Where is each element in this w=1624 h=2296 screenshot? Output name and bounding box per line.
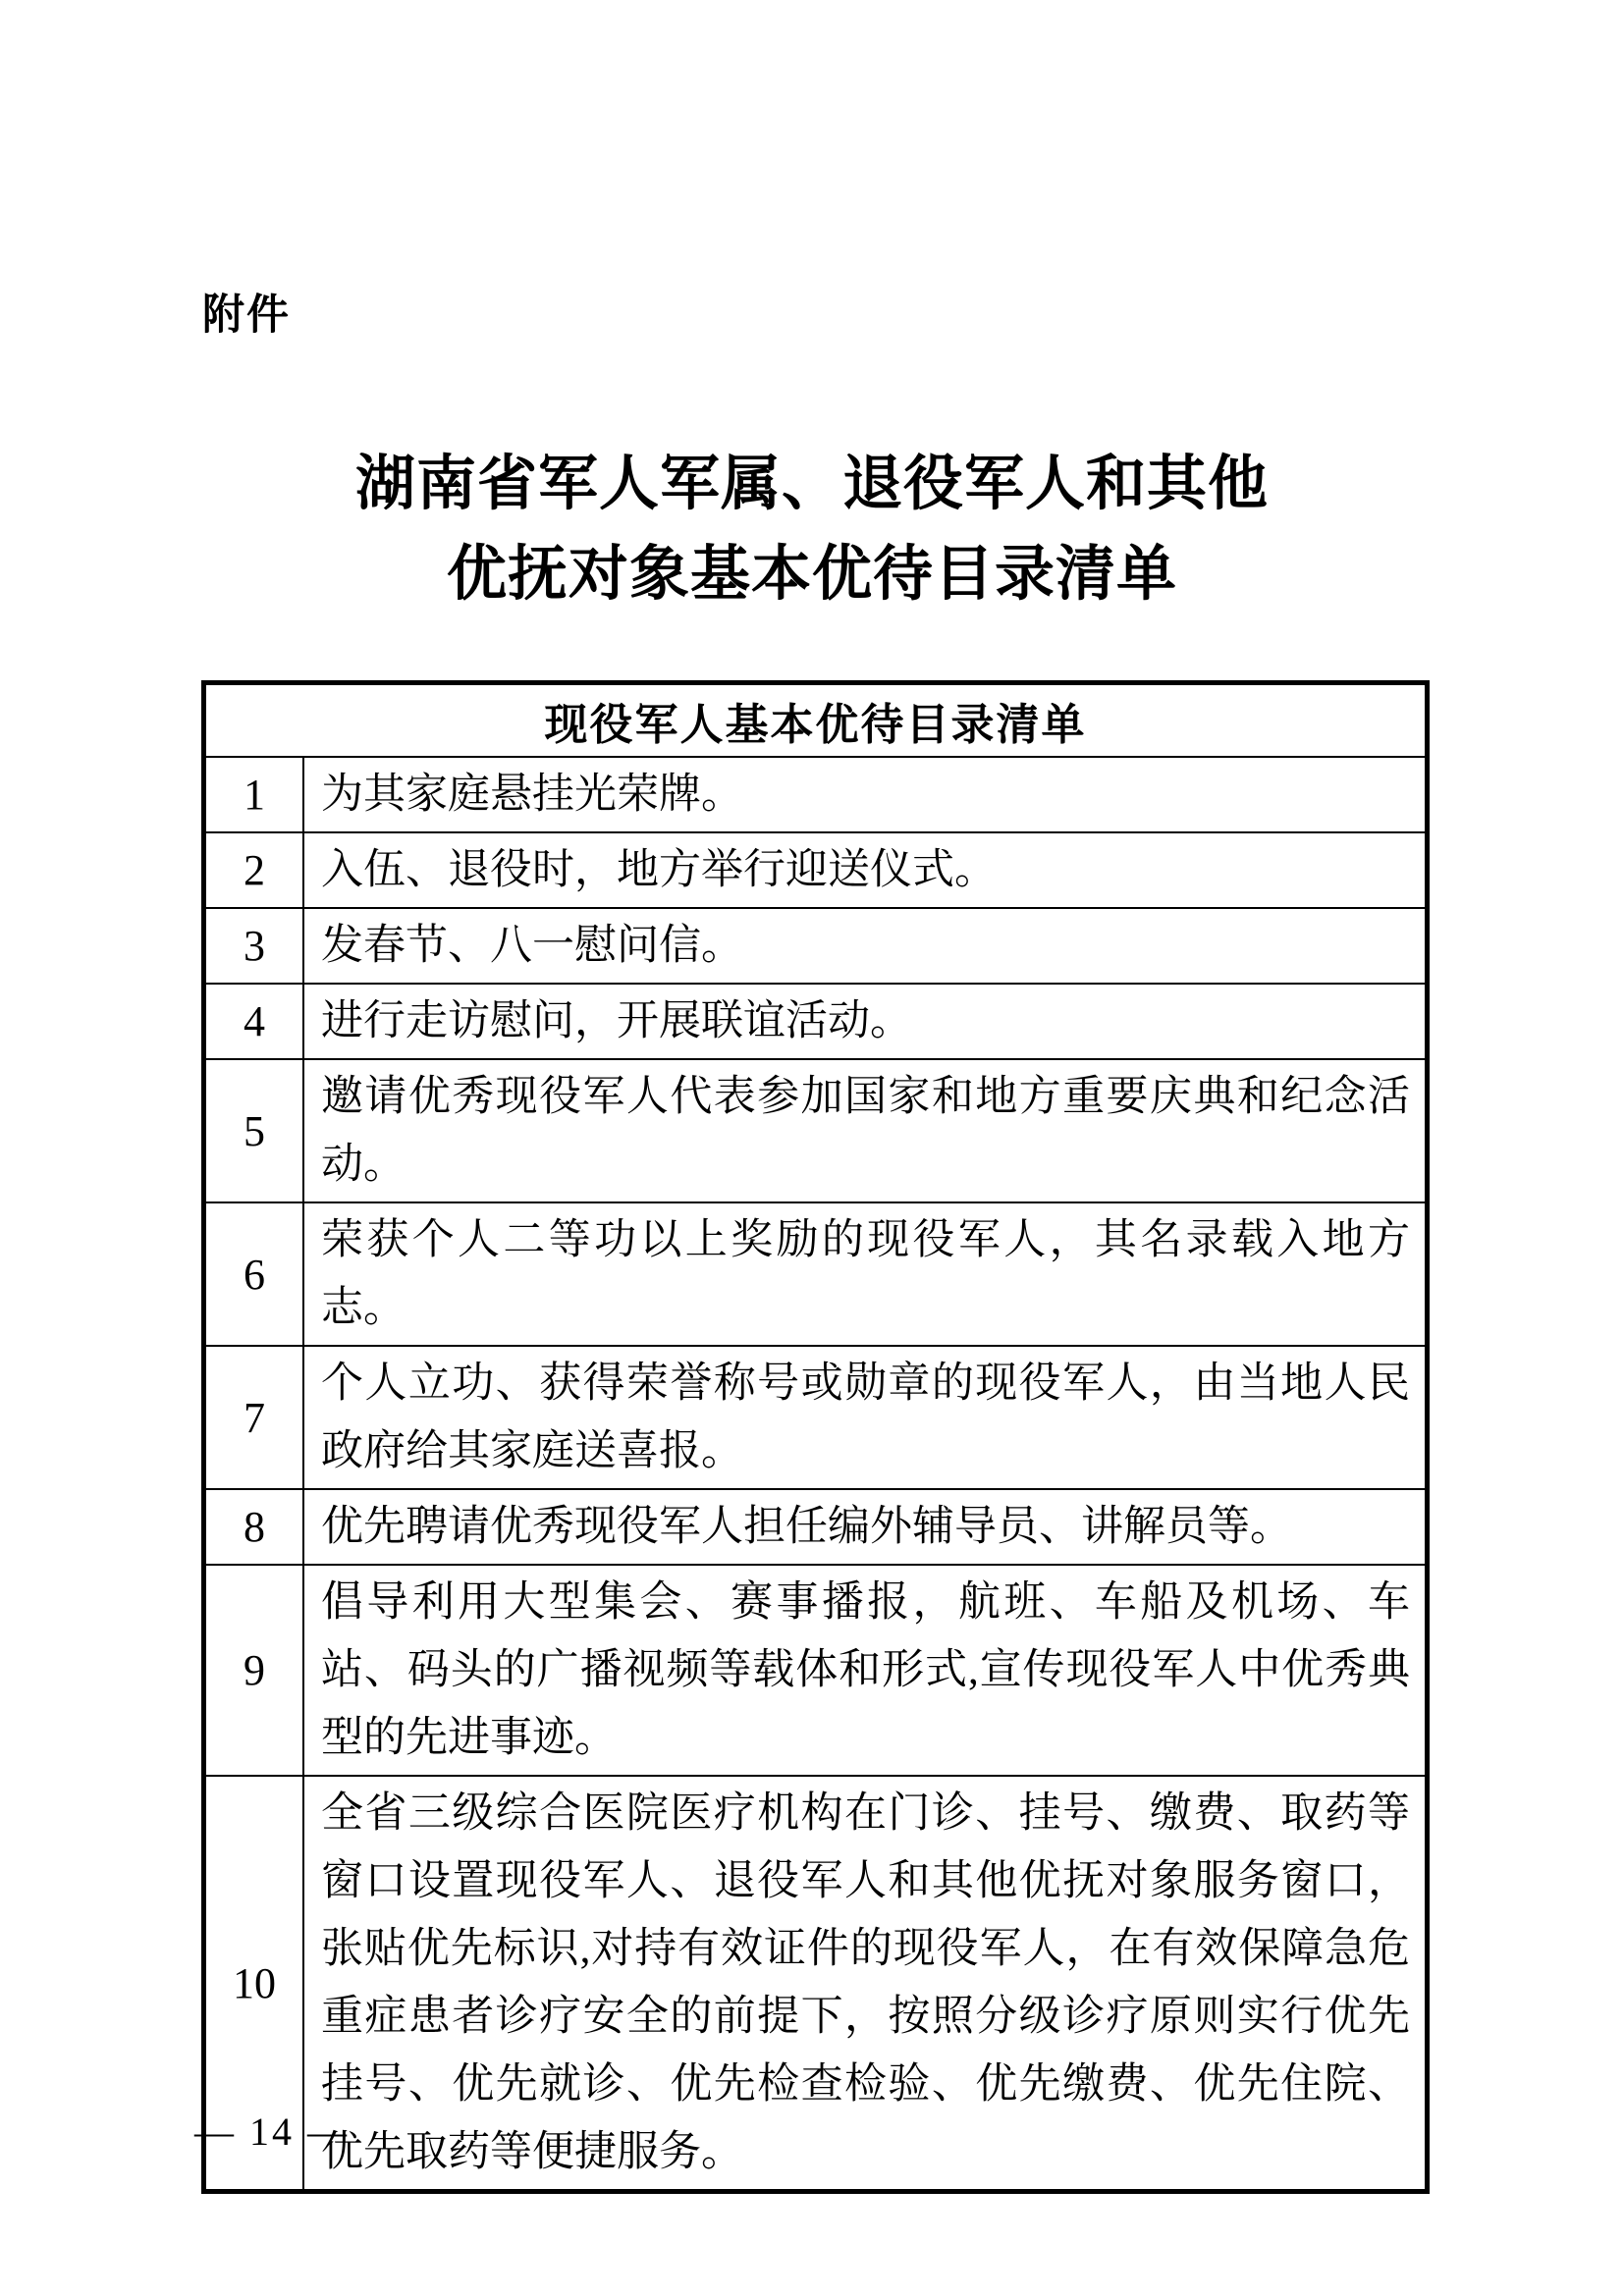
row-text-cell: 为其家庭悬挂光荣牌。 (321, 772, 743, 818)
row-number-cell: 8 (206, 1490, 304, 1564)
table-row (206, 1490, 1425, 1566)
table-row (206, 1566, 1425, 1777)
document-title-line-1: 湖南省军人军属、退役军人和其他 (354, 452, 1269, 517)
table-row (206, 909, 1425, 985)
row-text-cell: 邀请优秀现役军人代表参加国家和地方重要庆典和纪念活动。 (321, 1074, 1410, 1188)
row-text-cell: 个人立功、获得荣誉称号或勋章的现役军人，由当地人民政府给其家庭送喜报。 (321, 1361, 1410, 1474)
row-text-cell: 发春节、八一慰问信。 (321, 923, 743, 969)
document-title-line-2: 优抚对象基本优待目录清单 (446, 542, 1177, 608)
page-number: — 14 — (194, 2109, 350, 2154)
row-text-cell: 优先聘请优秀现役军人担任编外辅导员、讲解员等。 (321, 1504, 1292, 1550)
row-number-cell: 9 (206, 1566, 304, 1775)
row-number-cell: 10 (206, 1777, 304, 2189)
row-number-cell: 1 (206, 758, 304, 831)
table-row (206, 985, 1425, 1060)
table-row (206, 1203, 1425, 1347)
row-number-cell: 5 (206, 1060, 304, 1201)
table-header-title: 现役军人基本优待目录清单 (206, 685, 1425, 758)
attachment-label: 附件 (202, 292, 291, 339)
row-number-cell: 7 (206, 1347, 304, 1488)
row-text-cell: 荣获个人二等功以上奖励的现役军人，其名录载入地方志。 (321, 1217, 1410, 1331)
row-number-cell: 4 (206, 985, 304, 1058)
table-body (206, 758, 1425, 2189)
document-title (0, 440, 1624, 620)
row-number-cell: 6 (206, 1203, 304, 1345)
row-number-cell: 3 (206, 909, 304, 983)
benefits-catalog-table (201, 680, 1430, 2194)
table-row (206, 833, 1425, 909)
row-text-cell: 倡导利用大型集会、赛事播报，航班、车船及机场、车站、码头的广播视频等载体和形式,宣传现役军人中优秀典型的先进事迹。 (321, 1579, 1410, 1761)
row-text-cell: 进行走访慰问，开展联谊活动。 (321, 998, 912, 1044)
table-row (206, 1060, 1425, 1203)
row-number-cell: 2 (206, 833, 304, 907)
row-text-cell: 入伍、退役时，地方举行迎送仪式。 (321, 847, 997, 893)
table-row (206, 1777, 1425, 2189)
row-text-cell: 全省三级综合医院医疗机构在门诊、挂号、缴费、取药等窗口设置现役军人、退役军人和其他优抚对象服务窗口，张贴优先标识,对持有效证件的现役军人，在有效保障急危重症患者诊疗安全的前提下，按照分级诊疗原则实行优先挂号、优先就诊、优先检查检验、优先缴费、优先住院、优先取药等便捷服务。 (321, 1790, 1410, 2175)
table-row (206, 758, 1425, 833)
table-row (206, 1347, 1425, 1490)
